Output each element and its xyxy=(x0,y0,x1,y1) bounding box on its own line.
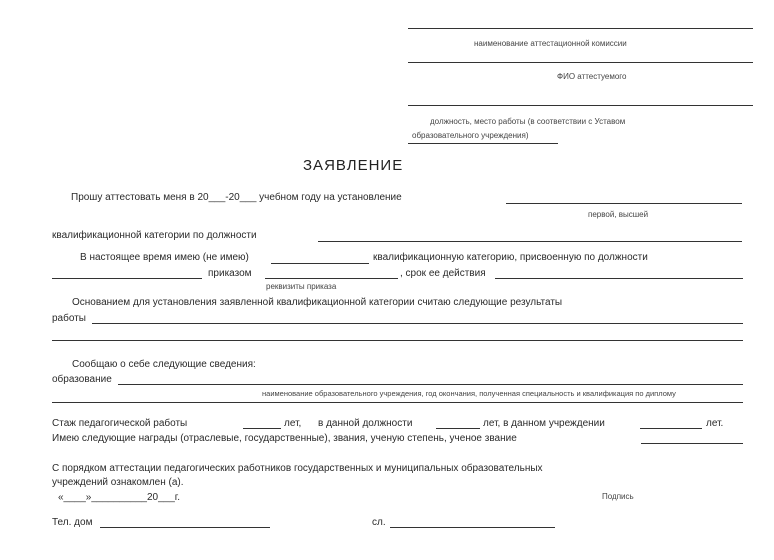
years-2: лет, в данном учреждении xyxy=(483,418,605,429)
in-position-fill xyxy=(436,428,480,429)
education-caption: наименование образовательного учреждения, год окончания, полученная специальность и квалификация по диплому xyxy=(262,389,676,398)
fio-line xyxy=(408,62,753,63)
basis-fill-line-1 xyxy=(92,323,743,324)
date-line: «____»__________20___г. xyxy=(58,492,180,503)
awards-fill-line xyxy=(641,443,743,444)
in-institution-fill xyxy=(640,428,702,429)
order-fill-line xyxy=(265,278,398,279)
awards-label: Имею следующие награды (отраслевые, государственные), звания, ученую степень, ученое звание xyxy=(52,433,517,444)
current-category-line: В настоящее время имею (не имею) xyxy=(80,252,249,263)
work-phone-fill xyxy=(390,527,555,528)
category-caption: первой, высшей xyxy=(588,210,649,219)
commission-caption: наименование аттестационной комиссии xyxy=(474,39,627,48)
current-category-line-b: квалификационную категорию, присвоенную по должности xyxy=(373,252,648,263)
home-phone-label: Тел. дом xyxy=(52,517,93,528)
qualification-line: квалификационной категории по должности xyxy=(52,230,257,241)
commission-line xyxy=(408,28,753,29)
position-fill-line xyxy=(52,278,202,279)
info-line: Сообщаю о себе следующие сведения: xyxy=(72,359,256,370)
position-caption-2: образовательного учреждения) xyxy=(412,131,529,140)
order-caption: реквизиты приказа xyxy=(266,282,337,291)
years-1: лет, xyxy=(284,418,302,429)
education-fill-line-2 xyxy=(52,402,743,403)
procedure-line-2: учреждений ознакомлен (а). xyxy=(52,477,184,488)
validity-fill-line xyxy=(495,278,743,279)
basis-fill-line-2 xyxy=(52,340,743,341)
position-line xyxy=(408,105,753,106)
education-label: образование xyxy=(52,374,112,385)
current-category-fill xyxy=(271,263,369,264)
request-fill-line xyxy=(506,203,742,204)
request-line: Прошу аттестовать меня в 20___-20___ учебном году на установление xyxy=(71,192,402,203)
basis-line-2: работы xyxy=(52,313,86,324)
validity-label: , срок ее действия xyxy=(400,268,486,279)
position-caption-1: должность, место работы (в соответствии с Уставом xyxy=(430,117,626,126)
years-3: лет. xyxy=(706,418,724,429)
experience-label: Стаж педагогической работы xyxy=(52,418,188,429)
experience-fill xyxy=(243,428,281,429)
in-position-label: в данной должности xyxy=(318,418,413,429)
procedure-line-1: С порядком аттестации педагогических работников государственных и муниципальных образовательных xyxy=(52,463,543,474)
education-fill-line xyxy=(118,384,743,385)
qualification-fill-line xyxy=(318,241,742,242)
position-line-2 xyxy=(408,143,558,144)
home-phone-fill xyxy=(100,527,270,528)
work-phone-label: сл. xyxy=(372,517,386,528)
basis-line-1: Основанием для установления заявленной квалификационной категории считаю следующие результаты xyxy=(72,297,563,308)
order-label: приказом xyxy=(208,268,252,279)
fio-caption: ФИО аттестуемого xyxy=(557,72,627,81)
page-title: ЗАЯВЛЕНИЕ xyxy=(303,157,404,174)
signature-label: Подпись xyxy=(602,492,634,501)
